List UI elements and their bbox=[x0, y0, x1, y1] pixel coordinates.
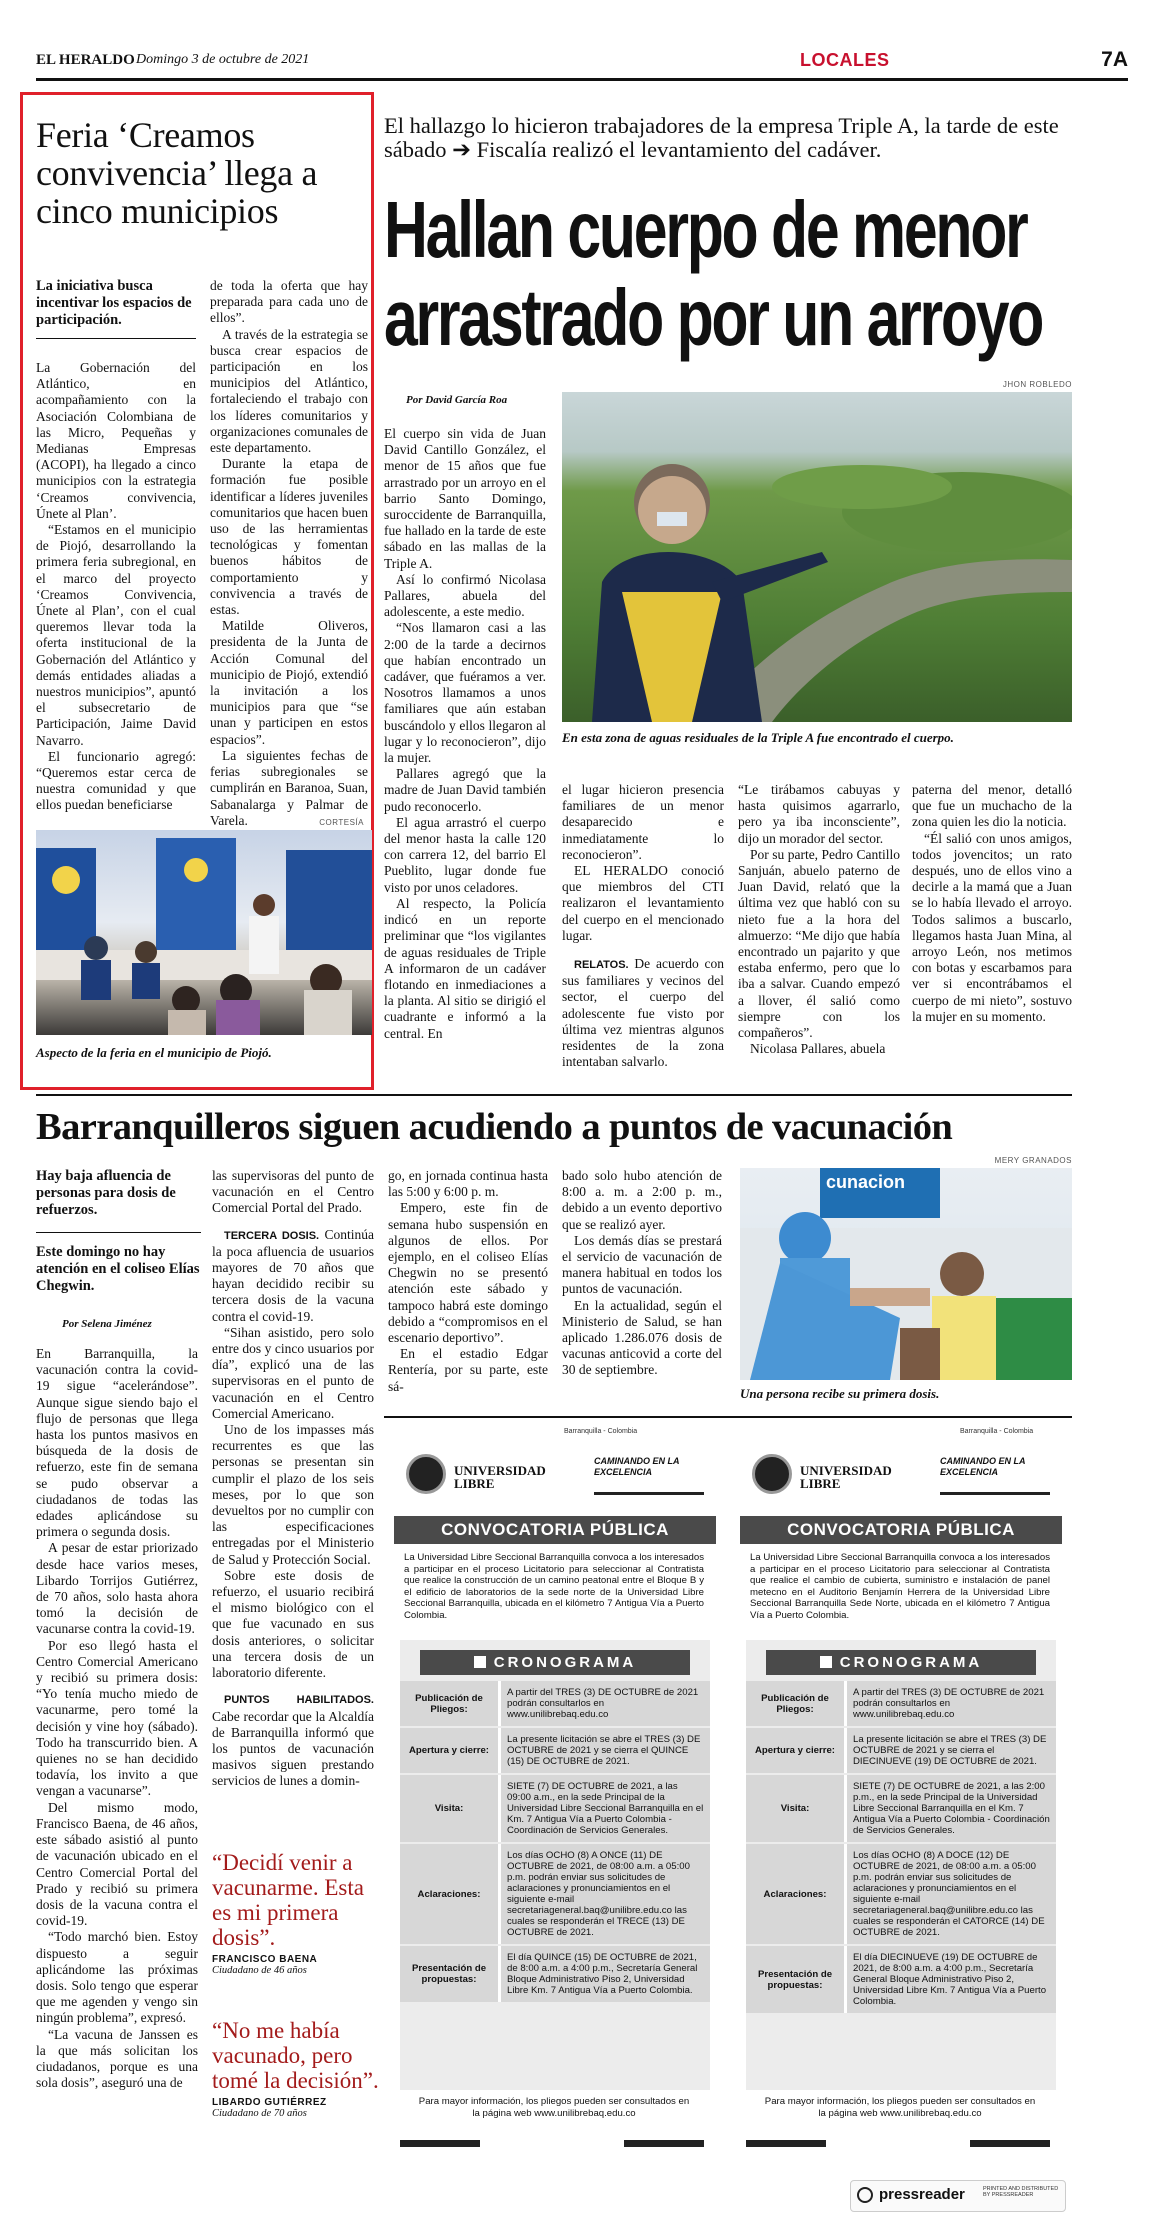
arroyo-title-line2: arrastrado por un arroyo bbox=[384, 273, 1043, 362]
pressreader-icon bbox=[857, 2187, 873, 2203]
paragraph: Al respecto, la Policía indicó en un reporte preliminar que “los vigilantes de aguas residuales de Triple A informaron de un cadáver flotando en inmediaciones a la planta. Al sitio se dirigió el cuadrante e informó a la central. En bbox=[384, 895, 546, 1041]
subhead-tercera-dosis: TERCERA DOSIS. bbox=[224, 1229, 320, 1242]
paragraph: Uno de los impasses más recurrentes es que las personas se presentan sin cumplir el plazo de los seis meses, por lo que son devueltos por no cumplir con las especificaciones entregadas por el Ministerio de Salud y Protección Social. bbox=[212, 1422, 374, 1567]
paragraph: paterna del menor, detalló que fue un muchacho de la zona quien les dio la noticia. bbox=[912, 782, 1072, 830]
paragraph bbox=[212, 1691, 374, 1789]
photo-sign-text: cunacion bbox=[826, 1172, 906, 1192]
arroyo-byline: Por David García Roa bbox=[406, 394, 508, 406]
schedule-value: A partir del TRES (3) DE OCTUBRE de 2021 podrán consultarlos en www.unilibrebaq.edu.co bbox=[844, 1681, 1056, 1726]
schedule-row bbox=[746, 1775, 1056, 1842]
paragraph: go, en jornada continua hasta las 5:00 y 6:00 p. m. bbox=[388, 1168, 548, 1200]
vacuna-col2 bbox=[212, 1168, 374, 1790]
paragraph: de toda la oferta que hay preparada para cada uno de ellos”. bbox=[210, 278, 368, 326]
section-name: LOCALES bbox=[800, 50, 890, 70]
paragraph: La siguientes fechas de ferias subregionales se cumplirán en Baranoa, Suan, Sabanalarga y Palmar de Varela. bbox=[210, 747, 368, 828]
paragraph bbox=[562, 956, 724, 1070]
feria-title: Feria ‘Creamos convivencia’ llega a cinco municipios bbox=[36, 115, 318, 231]
arroyo-title bbox=[384, 185, 1084, 364]
quote-role: Ciudadano de 70 años bbox=[212, 2108, 307, 2119]
schedule-row bbox=[400, 1728, 710, 1773]
university-seal-icon bbox=[752, 1454, 792, 1494]
ad-location: Barranquilla - Colombia bbox=[564, 1428, 638, 1435]
paragraph: Por eso llegó hasta el Centro Comercial Americano y recibió su primera dosis: “Yo tenía mucho miedo de vacunarme, pero tomé la decisión y vine hoy (sábado). Todo ha transcurrido bien. A quienes no se han decidido todavía, los invito a que vengan a vacunarse”. bbox=[36, 1637, 198, 1799]
arroyo-col1 bbox=[384, 426, 546, 1042]
feria-caption: Aspecto de la feria en el municipio de Piojó. bbox=[36, 1045, 272, 1060]
ad-location: Barranquilla - Colombia bbox=[960, 1428, 1034, 1435]
paragraph: En Barranquilla, la vacunación contra la covid-19 sigue “acelerándose”. Aunque sigue siendo bajo el flujo de personas que llega hasta los puntos masivos en búsqueda de la dosis de refuerzo, este fin de semana se pudo observar a ciudadanos de todas las edades aplicándose su primera o segunda dosis. bbox=[36, 1346, 198, 1540]
paragraph: En el estadio Edgar Rentería, por su parte, este sá- bbox=[388, 1346, 548, 1394]
paragraph: El agua arrastró el cuerpo del menor hasta la calle 120 con carrera 12, del barrio El Pueblito, lugar donde fue visto por unos celadores. bbox=[384, 814, 546, 895]
arroyo-kicker: El hallazgo lo hicieron trabajadores de la empresa Triple A, la tarde de este sábado ➔ Fiscalía realizó el levantamiento del cadáver. bbox=[384, 113, 1059, 162]
paragraph: Matilde Oliveros, presidenta de la Junta de Acción Comunal del municipio de Piojó, extendió la invitación a los municipios para que “se unan y participen en estos espacios”. bbox=[210, 618, 368, 747]
schedule-label: Aclaraciones: bbox=[746, 1844, 844, 1944]
page-number: 7A bbox=[1101, 48, 1128, 71]
vacuna-photo bbox=[740, 1168, 1072, 1380]
quote-text: “Decidí venir a vacunarme. Esta es mi primera dosis”. bbox=[212, 1850, 364, 1950]
paragraph: “Nos llamaron casi a las 2:00 de la tarde a decirnos que habían encontrado un cadáver, que fuéramos a ver. Nosotros llamamos a unos familiares que aún estaban buscándolo y ellos llegaron al lugar y lo reconocieron”, dijo la mujer. bbox=[384, 620, 546, 766]
ad-intro: La Universidad Libre Seccional Barranquilla convoca a los interesados a participar en el proceso Licitatorio para seleccionar al Contratista que realice la construcción de un camino peatonal entre el Bloque B y el edificio de laboratorios de la sede norte de la Universidad Libre Seccional Barranquilla, ubicada en el kilómetro 7 Antigua Vía a Puerto Colombia. bbox=[404, 1552, 704, 1621]
calendar-icon bbox=[820, 1656, 832, 1668]
ad-bottom-bar bbox=[400, 2140, 480, 2147]
feria-photo bbox=[36, 830, 372, 1035]
feria-col2 bbox=[210, 278, 368, 829]
pressreader-name: pressreader bbox=[879, 2186, 965, 2203]
paragraph: “Sihan asistido, pero solo entre dos y cinco usuarios por día”, explicó una de las supervisoras en el punto de vacunación en el Centro Comercial Americano. bbox=[212, 1324, 374, 1421]
masthead-rule bbox=[36, 78, 1128, 81]
paragraph: A través de la estrategia se busca crear espacios de participación en los municipios del Atlántico, fortaleciendo el trabajo con los líderes comunitarios y organizaciones comunales de este departamento. bbox=[210, 326, 368, 456]
ad-convocatoria-1 bbox=[394, 1428, 716, 2148]
arroyo-photo-credit: JHON ROBLEDO bbox=[1002, 380, 1072, 389]
schedule-value: SIETE (7) DE OCTUBRE de 2021, a las 2:00 p.m., en la sede Principal de la Universidad Libre Seccional Barranquilla en el Km. 7 Antigua Vía a Puerto Colombia - Coordinación de Servicios Generales. bbox=[844, 1775, 1056, 1842]
ad-header: CONVOCATORIA PÚBLICA bbox=[740, 1516, 1062, 1544]
ad-convocatoria-2 bbox=[740, 1428, 1062, 2148]
ad-cronograma-box bbox=[400, 1640, 710, 2090]
feria-photo-credit: CORTESÍA bbox=[319, 818, 364, 827]
paragraph: el lugar hicieron presencia familiares de un menor desaparecido e inmediatamente lo reconocieron”. bbox=[562, 782, 724, 862]
paragraph-text: Cabe recordar que la Alcaldía de Barranquilla informó que los puntos de vacunación masivos siguen prestando servicios de lunes a domin- bbox=[212, 1708, 374, 1789]
paragraph bbox=[212, 1227, 374, 1325]
schedule-value: El día QUINCE (15) DE OCTUBRE de 2021, de 8:00 a.m. a 4:00 p.m., Secretaría General Bloque Administrativo Piso 2, Universidad Libre Km. 7 Antigua Vía a Puerto Colombia. bbox=[498, 1946, 710, 2002]
ads-rule bbox=[384, 1416, 1072, 1418]
issue-date: Domingo 3 de octubre de 2021 bbox=[136, 52, 310, 67]
ad-cronograma-title: CRONOGRAMA bbox=[493, 1654, 637, 1671]
paragraph: las supervisoras del punto de vacunación en el Centro Comercial Portal del Prado. bbox=[212, 1168, 374, 1216]
feria-lead-rule bbox=[36, 338, 196, 339]
schedule-value: SIETE (7) DE OCTUBRE de 2021, a las 09:00 a.m., en la sede Principal de la Universidad Libre Seccional Barranquilla en el Km. 7 Antigua Vía a Puerto Colombia - Coordinación de Servicios Generales. bbox=[498, 1775, 710, 1842]
paragraph: Sobre este dosis de refuerzo, el usuario recibirá el mismo biológico con el que fue vacunado en sus dosis anteriores, o solicitar una tercera dosis de un laboratorio diferente. bbox=[212, 1567, 374, 1681]
ad-brand: UNIVERSIDAD LIBRE bbox=[800, 1463, 892, 1491]
schedule-row bbox=[746, 1681, 1056, 1726]
ad-header: CONVOCATORIA PÚBLICA bbox=[394, 1516, 716, 1544]
ad-cronograma-header bbox=[766, 1650, 1036, 1675]
vacuna-col1 bbox=[36, 1346, 198, 2091]
pressreader-note: PRINTED AND DISTRIBUTED BY PRESSREADER bbox=[983, 2186, 1059, 2198]
paragraph: “Él salió con unos amigos, todos jovencitos; un rato después, uno de ellos vino a decirle a la mamá que a Juan se lo había llevado el arroyo. Todos salimos a buscarlo, llegamos hasta Juan Mina, al arroyo León, nos metimos con botas y escarbamos para ver si encontrábamos el cuerpo de mi nieto”, sostuvo la mujer en su momento. bbox=[912, 830, 1072, 1024]
ad-footer: Para mayor información, los pliegos pueden ser consultados en la página web www.unilibrebaq.edu.co bbox=[418, 2096, 690, 2119]
ad-bottom-bar bbox=[970, 2140, 1050, 2147]
masthead bbox=[36, 48, 1128, 82]
vacuna-byline: Por Selena Jiménez bbox=[62, 1318, 152, 1330]
pressreader-badge[interactable] bbox=[850, 2180, 1066, 2212]
ad-schedule-table bbox=[400, 1679, 710, 2004]
schedule-label: Presentación de propuestas: bbox=[400, 1946, 498, 2002]
vacuna-col3 bbox=[388, 1168, 548, 1395]
feria-lead: La iniciativa busca incentivar los espacios de participación. bbox=[36, 278, 192, 328]
arroyo-col4 bbox=[912, 782, 1072, 1025]
paragraph: Durante la etapa de formación fue posible identificar a líderes juveniles comunitarios que hacen buen uso de las herramientas tecnológicas y fomentan buenos hábitos de comportamiento y convivencia a través de estas. bbox=[210, 456, 368, 618]
schedule-row bbox=[400, 1681, 710, 1726]
quote-baena bbox=[212, 1850, 382, 1976]
paragraph: Del mismo modo, Francisco Baena, de 46 años, este sábado asistió al punto de vacunación ubicado en el Centro Comercial Portal del Prado y recibió su primera dosis de la vacuna contra el covid-19. bbox=[36, 1799, 198, 1929]
schedule-value: A partir del TRES (3) DE OCTUBRE de 2021 podrán consultarlos en www.unilibrebaq.edu.co bbox=[498, 1681, 710, 1726]
paragraph-text: De acuerdo con sus familiares y vecinos del sector, el cuerpo del adolescente fue visto por última vez mientras algunos residentes de la zona intentaban salvarlo. bbox=[562, 956, 724, 1070]
vacuna-photo-illustration bbox=[740, 1168, 1072, 1380]
schedule-row bbox=[400, 1775, 710, 1842]
ad-cronograma-box bbox=[746, 1640, 1056, 2090]
quote-author: FRANCISCO BAENA bbox=[212, 1954, 318, 1965]
feria-col1 bbox=[36, 360, 196, 814]
schedule-value: El día DIECINUEVE (19) DE OCTUBRE de 2021, de 8:00 a.m. a 4:00 p.m., Secretaría General Bloque Administrativo Piso 2, Universidad Libre Km. 7 Antigua Vía a Puerto Colombia. bbox=[844, 1946, 1056, 2013]
schedule-value: La presente licitación se abre el TRES (3) DE OCTUBRE de 2021 y se cierra el DIECINUEVE (19) DE OCTUBRE de 2021. bbox=[844, 1728, 1056, 1773]
ad-badge: CAMINANDO EN LA EXCELENCIA bbox=[594, 1456, 704, 1495]
ad-bottom-bar bbox=[746, 2140, 826, 2147]
paragraph: El cuerpo sin vida de Juan David Cantillo González, el menor de 15 años que fue arrastrado por un arroyo en el barrio Santo Domingo, suroccidente de Barranquilla, fue hallado en la tarde de este sábado en las mallas de la Triple A. bbox=[384, 426, 546, 571]
vacuna-photo-credit: MERY GRANADOS bbox=[994, 1156, 1072, 1165]
feria-photo-illustration bbox=[36, 830, 372, 1035]
paragraph: “La vacuna de Janssen es la que más solicitan los ciudadanos, porque es una sola dosis”, aseguró una de bbox=[36, 2026, 198, 2091]
ad-cronograma-title: CRONOGRAMA bbox=[839, 1654, 983, 1671]
university-seal-icon bbox=[406, 1454, 446, 1494]
vacuna-lead-rule bbox=[36, 1232, 201, 1233]
paragraph: Así lo confirmó Nicolasa Pallares, abuela del adolescente, a este medio. bbox=[384, 571, 546, 620]
schedule-row bbox=[746, 1946, 1056, 2013]
arroyo-col2 bbox=[562, 782, 724, 1070]
schedule-row bbox=[400, 1844, 710, 1944]
quote-gutierrez bbox=[212, 2018, 382, 2119]
calendar-icon bbox=[474, 1656, 486, 1668]
paragraph: “Estamos en el municipio de Piojó, desarrollando la primera feria subregional, en el marco del proyecto ‘Creamos Convivencia, Únete al Plan’, con el cual queremos llevar toda la oferta institucional de la Gobernación del Atlántico y demás entidades aliadas a nuestros municipios”, apuntó el subsecretario de Participación, Jaime David Navarro. bbox=[36, 522, 196, 748]
schedule-label: Publicación de Pliegos: bbox=[746, 1681, 844, 1726]
paragraph: Los demás días se prestará el servicio de vacunación de manera habitual en todos los puntos de vacunación. bbox=[562, 1232, 722, 1297]
paragraph: EL HERALDO conoció que miembros del CTI realizaron el levantamiento del cuerpo en el mencionado lugar. bbox=[562, 863, 724, 943]
schedule-row bbox=[746, 1728, 1056, 1773]
paragraph: La Gobernación del Atlántico, en acompañamiento con la Asociación Colombiana de las Micro, Pequeñas y Medianas Empresas (ACOPI), ha llegado a cinco municipios con la estrategia ‘Creamos convivencia, Únete al Plan’. bbox=[36, 360, 196, 521]
schedule-label: Visita: bbox=[400, 1775, 498, 1842]
schedule-label: Aclaraciones: bbox=[400, 1844, 498, 1944]
ad-footer: Para mayor información, los pliegos pueden ser consultados en la página web www.unilibrebaq.edu.co bbox=[764, 2096, 1036, 2119]
schedule-label: Presentación de propuestas: bbox=[746, 1946, 844, 2013]
paragraph: Nicolasa Pallares, abuela bbox=[750, 1041, 886, 1057]
ad-schedule-table bbox=[746, 1679, 1056, 2015]
schedule-value: La presente licitación se abre el TRES (3) DE OCTUBRE de 2021 y se cierra el QUINCE (15) DE OCTUBRE de 2021. bbox=[498, 1728, 710, 1773]
paper-name: EL HERALDO bbox=[36, 52, 135, 68]
schedule-value: Los días OCHO (8) A DOCE (12) DE OCTUBRE de 2021, de 08:00 a.m. a 05:00 p.m. podrán enviar sus solicitudes de aclaraciones y pronunciamientos en el siguiente e-mail secretariageneral.baq@unilibre.edu.co las cuales se responderán el CATORCE (14) DE OCTUBRE de 2021. bbox=[844, 1844, 1056, 1944]
vacuna-lead-1: Hay baja afluencia de personas para dosis de refuerzos. bbox=[36, 1168, 176, 1218]
paragraph: En la actualidad, según el Ministerio de Salud, se han aplicado 1.286.076 dosis de vacunas anticovid a corte del 30 de septiembre. bbox=[562, 1297, 722, 1378]
schedule-label: Apertura y cierre: bbox=[746, 1728, 844, 1773]
vacuna-col4 bbox=[562, 1168, 722, 1379]
arroyo-photo-illustration bbox=[562, 392, 1072, 722]
paragraph: El funcionario agregó: “Queremos estar cerca de nuestra comunidad y que ellos puedan beneficiarse bbox=[36, 748, 196, 813]
section-divider bbox=[36, 1094, 1072, 1096]
schedule-row bbox=[746, 1844, 1056, 1944]
arroyo-photo bbox=[562, 392, 1072, 722]
ad-intro: La Universidad Libre Seccional Barranquilla convoca a los interesados a participar en el proceso Licitatorio para seleccionar al Contratista que realice el cambio de cubierta, suministro e instalación de panel metecno en el Auditorio Benjamín Herrera de la Universidad Libre Seccional Barranquilla Sede Norte, ubicada en el kilómetro 7 Antigua Vía a Puerto Colombia. bbox=[750, 1552, 1050, 1621]
paragraph-text: Continúa la poca afluencia de usuarios mayores de 70 años que hayan decidido recibir su tercera dosis de la vacuna contra el covid-19. bbox=[212, 1226, 375, 1324]
quote-author: LIBARDO GUTIÉRREZ bbox=[212, 2097, 327, 2108]
arroyo-caption: En esta zona de aguas residuales de la Triple A fue encontrado el cuerpo. bbox=[562, 730, 954, 745]
paragraph: Por su parte, Pedro Cantillo Sanjuán, abuelo paterno de Juan David, relató que la última vez que habló con su nieto fue a la hora del almuerzo: “Me dijo que había encontrado un pajarito y que estaba enfermo, pero que lo iba a salvar. Cuando empezó a llover, él salió como siempre con los compañeros”. bbox=[738, 846, 900, 1041]
schedule-label: Publicación de Pliegos: bbox=[400, 1681, 498, 1726]
paragraph: “Todo marchó bien. Estoy dispuesto a seguir aplicándome las próximas dosis. Solo tengo que esperar que me agenden y vengo sin ningún problema”, expresó. bbox=[36, 1929, 198, 2026]
arroyo-title-line1: Hallan cuerpo de menor bbox=[384, 185, 1027, 274]
vacuna-caption: Una persona recibe su primera dosis. bbox=[740, 1386, 940, 1401]
ad-badge: CAMINANDO EN LA EXCELENCIA bbox=[940, 1456, 1050, 1495]
vacuna-title: Barranquilleros siguen acudiendo a puntos de vacunación bbox=[36, 1106, 953, 1148]
schedule-label: Apertura y cierre: bbox=[400, 1728, 498, 1773]
subhead-relatos: RELATOS. bbox=[574, 959, 629, 972]
ad-bottom-bar bbox=[624, 2140, 704, 2147]
ad-brand: UNIVERSIDAD LIBRE bbox=[454, 1463, 546, 1491]
subhead-puntos: PUNTOS HABILITADOS. bbox=[224, 1694, 374, 1707]
vacuna-lead-2: Este domingo no hay atención en el coliseo Elías Chegwin. bbox=[36, 1244, 200, 1294]
paragraph: Pallares agregó que la madre de Juan David también pudo reconocerlo. bbox=[384, 766, 546, 814]
paragraph: A pesar de estar priorizado desde hace varios meses, Libardo Torrijos Gutiérrez, de 70 años, solo hasta ahora tomó la decisión de vacunarse contra la covid-19. bbox=[36, 1540, 198, 1637]
ad-cronograma-header bbox=[420, 1650, 690, 1675]
schedule-label: Visita: bbox=[746, 1775, 844, 1842]
schedule-value: Los días OCHO (8) A ONCE (11) DE OCTUBRE de 2021, de 08:00 a.m. a 05:00 p.m. podrán enviar sus solicitudes de aclaraciones y pronunciamientos en el siguiente e-mail secretariageneral.baq@unilibre.edu.co las cuales se responderán el TRECE (13) DE OCTUBRE de 2021. bbox=[498, 1844, 710, 1944]
quote-text: “No me había vacunado, pero tomé la decisión”. bbox=[212, 2018, 379, 2093]
paragraph: “Le tirábamos cabuyas y hasta quisimos agarrarlo, pero ya iba inconsciente”, dijo un morador del sector. bbox=[738, 782, 900, 846]
arroyo-col3 bbox=[738, 782, 900, 1057]
paragraph: bado solo hubo atención de 8:00 a. m. a 2:00 p. m., debido a un evento deportivo que se realizó ayer. bbox=[562, 1168, 722, 1232]
schedule-row bbox=[400, 1946, 710, 2002]
paragraph: Empero, este fin de semana hubo suspensión en algunos de ellos. Por ejemplo, en el coliseo Elías Chegwin no se presentó atención este sábado y tampoco habrá este domingo debido a “compromisos en el escenario deportivo”. bbox=[388, 1200, 548, 1346]
quote-role: Ciudadano de 46 años bbox=[212, 1965, 307, 1976]
